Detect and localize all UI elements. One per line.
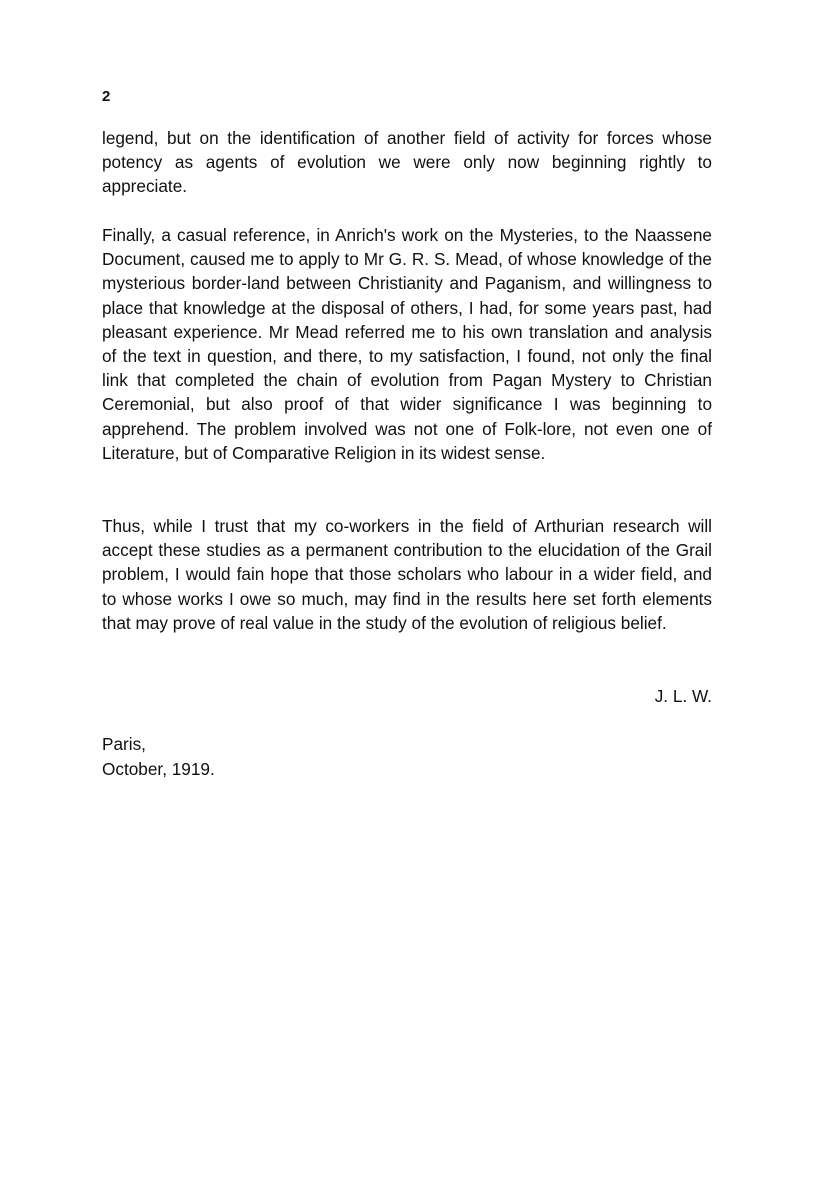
paragraph-arthurian-research: Thus, while I trust that my co-workers in the field of Arthurian research will accept these studies as a permanent contribution to the elucidation of the Grail problem, I would fain hope that those scholars who labour in a wider field, and to whose works I owe so much, may find in the results here set forth elements that may prove of real value in the study of the evolution of religious belief. [102, 516, 712, 633]
paragraph-legend: legend, but on the identification of another field of activity for forces whose potency as agents of evolution we were only now beginning rightly to appreciate. [102, 128, 712, 197]
place-and-date [102, 732, 215, 781]
date: October, 1919. [102, 758, 215, 779]
page-number: 2 [102, 88, 111, 105]
paragraph-naassene-document: Finally, a casual reference, in Anrich's work on the Mysteries, to the Naassene Document, caused me to apply to Mr G. R. S. Mead, of whose knowledge of the mysterious border-land between Christianity and Paganism, and willingness to place that knowledge at the disposal of others, I had, for some years past, had pleasant experience. Mr Mead referred me to his own translation and analysis of the text in question, and there, to my satisfaction, I found, not only the final link that completed the chain of evolution from Pagan Mystery to Christian Ceremonial, but also proof of that wider significance I was beginning to apprehend. The problem involved was not one of Folk-lore, not even one of Literature, but of Comparative Religion in its widest sense. [102, 225, 712, 463]
author-initials: J. L. W. [654, 686, 712, 706]
place: Paris, [102, 734, 146, 754]
